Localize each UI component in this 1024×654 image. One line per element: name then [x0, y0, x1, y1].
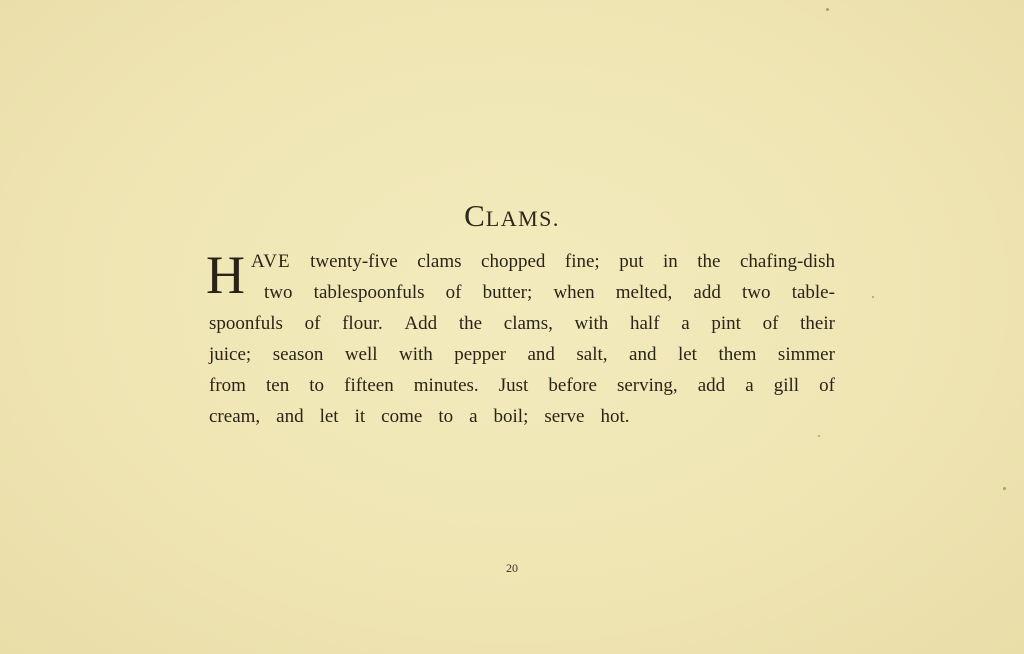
word: gill [773, 375, 800, 396]
word: with [399, 344, 433, 365]
word: and [276, 406, 304, 427]
word: with [574, 313, 609, 334]
word: minutes. [413, 375, 479, 396]
word: a [681, 313, 690, 334]
title-initial: C [464, 198, 486, 233]
word: of [304, 313, 321, 334]
word: AVE [251, 251, 291, 272]
word: to [438, 406, 454, 427]
word: add [697, 375, 726, 396]
text-line [209, 339, 835, 370]
word: melted, [615, 282, 673, 303]
text-line [209, 308, 835, 339]
word: the [458, 313, 483, 334]
word: ten [266, 375, 290, 396]
page-title [0, 198, 1024, 234]
word: well [344, 344, 378, 365]
paper-speck [826, 8, 829, 11]
word: a [469, 406, 478, 427]
word: two [264, 282, 293, 303]
recipe-paragraph [206, 245, 835, 432]
word: from [209, 375, 246, 396]
word: a [745, 375, 754, 396]
text-line [209, 246, 835, 277]
word: juice; [209, 344, 252, 365]
word: and [629, 344, 657, 365]
word: Just [498, 375, 529, 396]
word: flour. [342, 313, 383, 334]
word: let [677, 344, 697, 365]
page-number: 20 [506, 561, 518, 575]
word: serve [544, 406, 585, 427]
word: them [718, 344, 757, 365]
word: add [693, 282, 721, 303]
word: come [381, 406, 423, 427]
word: two [742, 282, 771, 303]
word: in [663, 251, 678, 272]
word: cream, [209, 406, 261, 427]
word: clams, [503, 313, 553, 334]
word: fine; [564, 251, 600, 272]
word: of [445, 282, 462, 303]
word: butter; [482, 282, 533, 303]
paper-speck [1003, 487, 1006, 490]
word: before [548, 375, 597, 396]
word: their [800, 313, 835, 334]
word: hot. [600, 406, 630, 427]
word: and [527, 344, 555, 365]
word: of [762, 313, 779, 334]
word: to [309, 375, 325, 396]
text-line [209, 370, 835, 401]
text-line [209, 401, 835, 432]
text-line [209, 277, 835, 308]
word: when [553, 282, 595, 303]
word: clams [417, 251, 462, 272]
word: tablespoonfuls [313, 282, 425, 303]
word: table- [791, 282, 835, 303]
word: season [272, 344, 324, 365]
word: Add [404, 313, 438, 334]
word: pint [711, 313, 741, 334]
word: twenty-five [310, 251, 398, 272]
word: of [819, 375, 835, 396]
word: spoonfuls [209, 313, 283, 334]
word: let [319, 406, 339, 427]
word: pepper [454, 344, 506, 365]
word: half [630, 313, 660, 334]
word: simmer [777, 344, 835, 365]
word: chafing-dish [740, 251, 835, 272]
title-rest: LAMS. [485, 206, 560, 231]
word: put [619, 251, 644, 272]
paper-speck [818, 435, 820, 437]
word: salt, [576, 344, 608, 365]
drop-cap: H [206, 245, 245, 305]
word: it [354, 406, 366, 427]
word: fifteen [344, 375, 394, 396]
word: the [697, 251, 721, 272]
word: serving, [616, 375, 678, 396]
word: boil; [493, 406, 529, 427]
word: chopped [481, 251, 546, 272]
paper-speck [872, 296, 874, 298]
